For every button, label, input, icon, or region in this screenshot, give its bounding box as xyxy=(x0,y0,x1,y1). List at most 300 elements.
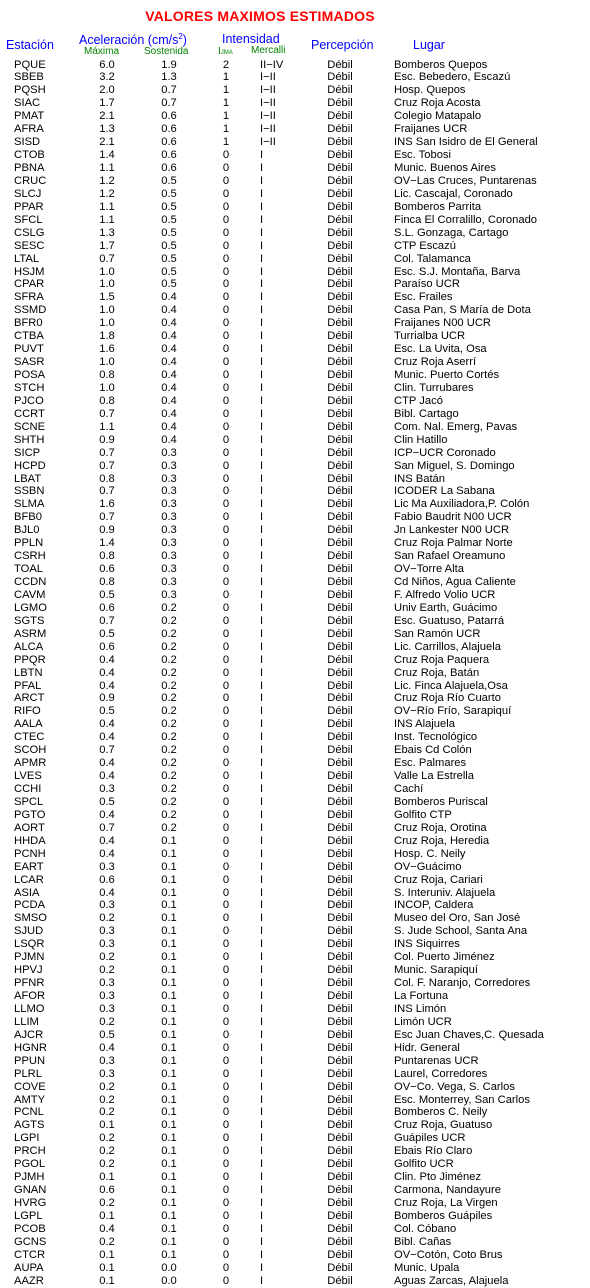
station-code: STCH xyxy=(14,381,45,394)
accel-sustained: 0.2 xyxy=(161,744,177,757)
accel-max: 0.7 xyxy=(99,511,115,524)
station-code: PPQR xyxy=(14,653,46,666)
location: Finca El Corralillo, Coronado xyxy=(394,213,538,226)
accel-max: 0.4 xyxy=(99,770,115,783)
intensity-jma: 0 xyxy=(222,873,230,886)
location: Munic. Sarapiquí xyxy=(394,964,478,977)
station-code: HSJM xyxy=(14,265,45,278)
intensity-mercalli: I−II xyxy=(260,71,276,84)
intensity-mercalli: I xyxy=(260,1093,264,1106)
report-title: VALORES MAXIMOS ESTIMADOS xyxy=(145,8,375,24)
station-code: LLMO xyxy=(14,1002,45,1015)
accel-sustained: 0.1 xyxy=(161,1235,177,1248)
accel-sustained: 0.1 xyxy=(161,886,177,899)
accel-sustained: 0.5 xyxy=(161,226,177,239)
intensity-mercalli: I xyxy=(260,433,264,446)
table-row xyxy=(0,317,590,330)
intensity-jma: 0 xyxy=(222,834,230,847)
location: F. Alfredo Volio UCR xyxy=(394,588,496,601)
station-code: SESC xyxy=(14,239,45,252)
station-code: PJMH xyxy=(14,1171,45,1184)
intensity-mercalli: I xyxy=(260,718,264,731)
table-row xyxy=(0,304,590,317)
perception: Débil xyxy=(327,420,353,433)
intensity-mercalli: I xyxy=(260,925,264,938)
intensity-mercalli: I xyxy=(260,343,264,356)
accel-sustained: 0.1 xyxy=(161,1041,177,1054)
intensity-mercalli: I−II xyxy=(260,123,276,136)
intensity-jma: 0 xyxy=(222,938,230,951)
table-row xyxy=(0,641,590,654)
station-code: PQSH xyxy=(14,84,46,97)
perception: Débil xyxy=(327,1002,353,1015)
intensity-mercalli: I xyxy=(260,174,264,187)
accel-max: 1.0 xyxy=(99,356,115,369)
station-code: PJCO xyxy=(14,394,44,407)
table-row xyxy=(0,757,590,770)
intensity-jma: 0 xyxy=(222,239,230,252)
intensity-mercalli: I xyxy=(260,601,264,614)
accel-sustained: 0.1 xyxy=(161,899,177,912)
intensity-mercalli: I xyxy=(260,834,264,847)
intensity-jma: 0 xyxy=(222,1261,230,1274)
accel-sustained: 0.1 xyxy=(161,1080,177,1093)
station-code: SJUD xyxy=(14,925,44,938)
table-row xyxy=(0,382,590,395)
accel-sustained: 0.1 xyxy=(161,1093,177,1106)
table-row xyxy=(0,1055,590,1068)
intensity-mercalli: I xyxy=(260,576,264,588)
accel-sustained: 0.5 xyxy=(161,213,177,226)
accel-max: 3.2 xyxy=(99,71,115,84)
table-row xyxy=(0,1262,590,1275)
station-code: AAZR xyxy=(14,1274,44,1287)
accel-max: 1.5 xyxy=(99,291,115,304)
location: INS Limón xyxy=(394,1002,447,1015)
location: Cruz Roja, Guatuso xyxy=(394,1119,493,1132)
perception: Débil xyxy=(327,162,353,174)
table-row xyxy=(0,278,590,291)
perception: Débil xyxy=(327,964,353,977)
accel-max: 0.9 xyxy=(99,433,115,446)
header-percepcion: Percepción xyxy=(311,38,374,52)
perception: Débil xyxy=(327,472,353,485)
location: La Fortuna xyxy=(394,990,449,1002)
accel-max: 0.5 xyxy=(99,627,115,640)
table-row xyxy=(0,188,590,201)
table-row xyxy=(0,1042,590,1055)
accel-sustained: 0.1 xyxy=(161,1002,177,1015)
location: Laurel, Corredores xyxy=(394,1067,488,1080)
location: San Miguel, S. Domingo xyxy=(394,459,515,472)
table-row xyxy=(0,744,590,757)
station-code: PGOL xyxy=(14,1158,46,1171)
accel-max: 1.4 xyxy=(99,149,115,162)
station-code: CSLG xyxy=(14,226,45,239)
intensity-jma: 0 xyxy=(222,601,230,614)
intensity-mercalli: I xyxy=(260,472,264,485)
station-code: PCDA xyxy=(14,899,46,912)
location: Cruz Roja, Orotina xyxy=(394,821,487,834)
location: San Rafael Oreamuno xyxy=(394,550,506,563)
perception: Débil xyxy=(327,808,353,821)
accel-sustained: 0.1 xyxy=(161,951,177,964)
table-row xyxy=(0,343,590,356)
accel-sustained: 0.4 xyxy=(161,317,177,330)
intensity-mercalli: I xyxy=(260,886,264,899)
accel-max: 0.4 xyxy=(99,1222,115,1235)
location: Bibl. Cartago xyxy=(394,407,459,420)
table-row xyxy=(0,1119,590,1132)
perception: Débil xyxy=(327,770,353,783)
accel-max: 2.1 xyxy=(99,110,115,123)
intensity-mercalli: I xyxy=(260,1261,264,1274)
accel-max: 0.3 xyxy=(99,1054,115,1067)
accel-max: 0.6 xyxy=(99,1184,115,1197)
intensity-jma: 0 xyxy=(222,964,230,977)
accel-sustained: 0.1 xyxy=(161,1015,177,1028)
location: Lic. Finca Alajuela,Osa xyxy=(394,679,508,692)
intensity-mercalli: I xyxy=(260,407,264,420)
station-code: LGPL xyxy=(14,1209,43,1222)
location: Esc. La Uvita, Osa xyxy=(394,343,487,356)
perception: Débil xyxy=(327,744,353,757)
perception: Débil xyxy=(327,576,353,588)
accel-max: 2.0 xyxy=(99,84,115,97)
station-code: LSQR xyxy=(14,938,45,951)
intensity-mercalli: I xyxy=(260,420,264,433)
subheader-ijma xyxy=(218,46,233,57)
intensity-jma: 0 xyxy=(222,757,230,770)
accel-sustained: 0.1 xyxy=(161,977,177,990)
location: Bibl. Cañas xyxy=(394,1235,452,1248)
intensity-jma: 0 xyxy=(222,783,230,795)
station-code: CTEC xyxy=(14,731,45,744)
table-row xyxy=(0,511,590,524)
location: Univ Earth, Guácimo xyxy=(394,601,498,614)
perception: Débil xyxy=(327,187,353,200)
accel-max: 0.3 xyxy=(99,1067,115,1080)
table-row xyxy=(0,473,590,486)
station-code: HCPD xyxy=(14,459,46,472)
table-row xyxy=(0,796,590,809)
intensity-mercalli: I xyxy=(260,200,264,213)
accel-sustained: 0.5 xyxy=(161,200,177,213)
accel-max: 0.2 xyxy=(99,951,115,964)
perception: Débil xyxy=(327,1067,353,1080)
station-code: AGTS xyxy=(14,1119,45,1132)
table-row xyxy=(0,1003,590,1016)
station-code: SPCL xyxy=(14,795,44,808)
accel-sustained: 0.1 xyxy=(161,1067,177,1080)
station-code: ASRM xyxy=(14,627,47,640)
accel-max: 0.4 xyxy=(99,666,115,679)
table-row xyxy=(0,356,590,369)
perception: Débil xyxy=(327,149,353,162)
perception: Débil xyxy=(327,731,353,744)
station-code: LGMO xyxy=(14,601,47,614)
location: Ebais Cd Colón xyxy=(394,744,472,757)
intensity-mercalli: I xyxy=(260,1248,264,1261)
table-row xyxy=(0,71,590,84)
perception: Débil xyxy=(327,653,353,666)
accel-sustained: 0.1 xyxy=(161,1222,177,1235)
accel-sustained: 0.2 xyxy=(161,640,177,653)
perception: Débil xyxy=(327,123,353,136)
table-row xyxy=(0,1158,590,1171)
perception: Débil xyxy=(327,58,353,71)
intensity-jma: 0 xyxy=(222,614,230,627)
table-row xyxy=(0,576,590,589)
intensity-mercalli: I xyxy=(260,1274,264,1287)
accel-sustained: 0.1 xyxy=(161,1248,177,1261)
station-code: BFB0 xyxy=(14,511,42,524)
accel-sustained: 0.7 xyxy=(161,97,177,110)
station-code: BJL0 xyxy=(14,524,40,537)
location: ICP−UCR Coronado xyxy=(394,446,496,459)
station-code: PCNL xyxy=(14,1106,44,1119)
perception: Débil xyxy=(327,692,353,705)
accel-max: 0.4 xyxy=(99,653,115,666)
intensity-mercalli: I xyxy=(260,187,264,200)
accel-max: 0.4 xyxy=(99,808,115,821)
accel-sustained: 1.9 xyxy=(161,58,177,71)
intensity-jma: 0 xyxy=(222,537,230,550)
location: Bomberos C. Neily xyxy=(394,1106,488,1119)
intensity-jma: 0 xyxy=(222,369,230,381)
table-row xyxy=(0,1132,590,1145)
station-code: SCOH xyxy=(14,744,47,757)
accel-sustained: 0.2 xyxy=(161,731,177,744)
intensity-mercalli: I xyxy=(260,1145,264,1158)
station-code: LBAT xyxy=(14,472,42,485)
station-code: AFRA xyxy=(14,123,44,136)
accel-max: 0.8 xyxy=(99,369,115,381)
table-row xyxy=(0,97,590,110)
location: Col. Puerto Jiménez xyxy=(394,951,495,964)
table-row xyxy=(0,589,590,602)
intensity-jma: 1 xyxy=(222,71,230,84)
intensity-mercalli: I xyxy=(260,162,264,174)
table-row xyxy=(0,912,590,925)
accel-max: 0.3 xyxy=(99,977,115,990)
accel-max: 0.2 xyxy=(99,1093,115,1106)
perception: Débil xyxy=(327,834,353,847)
intensity-jma: 0 xyxy=(222,1197,230,1209)
location: OV−Cotón, Coto Brus xyxy=(394,1248,503,1261)
station-code: LLIM xyxy=(14,1015,39,1028)
intensity-jma: 0 xyxy=(222,407,230,420)
intensity-mercalli: I xyxy=(260,1132,264,1145)
accel-max: 0.5 xyxy=(99,705,115,718)
accel-max: 1.0 xyxy=(99,278,115,291)
intensity-mercalli: I xyxy=(260,317,264,330)
perception: Débil xyxy=(327,1235,353,1248)
location: Cruz Roja Palmar Norte xyxy=(394,537,513,550)
intensity-jma: 0 xyxy=(222,485,230,498)
intensity-mercalli: I xyxy=(260,459,264,472)
intensity-mercalli: I xyxy=(260,1158,264,1171)
perception: Débil xyxy=(327,1197,353,1209)
location: Cruz Roja Río Cuarto xyxy=(394,692,501,705)
accel-sustained: 0.1 xyxy=(161,834,177,847)
perception: Débil xyxy=(327,381,353,394)
accel-sustained: 0.3 xyxy=(161,459,177,472)
perception: Débil xyxy=(327,265,353,278)
accel-sustained: 0.5 xyxy=(161,239,177,252)
location: INS Alajuela xyxy=(394,718,455,731)
station-code: SASR xyxy=(14,356,45,369)
accel-sustained: 1.3 xyxy=(161,71,177,84)
perception: Débil xyxy=(327,899,353,912)
intensity-jma: 0 xyxy=(222,770,230,783)
intensity-jma: 0 xyxy=(222,1209,230,1222)
accel-max: 0.3 xyxy=(99,860,115,873)
intensity-mercalli: I xyxy=(260,666,264,679)
accel-sustained: 0.1 xyxy=(161,912,177,925)
subheader-sostenida: Sostenida xyxy=(144,46,189,57)
perception: Débil xyxy=(327,1158,353,1171)
intensity-mercalli: I xyxy=(260,356,264,369)
intensity-jma: 0 xyxy=(222,886,230,899)
location: Cruz Roja, La Virgen xyxy=(394,1197,498,1209)
perception: Débil xyxy=(327,524,353,537)
header-aceleracion-close: ) xyxy=(182,33,187,48)
perception: Débil xyxy=(327,614,353,627)
intensity-jma: 0 xyxy=(222,1106,230,1119)
station-code: SGTS xyxy=(14,614,45,627)
perception: Débil xyxy=(327,783,353,795)
intensity-mercalli: I xyxy=(260,588,264,601)
perception: Débil xyxy=(327,1106,353,1119)
accel-max: 0.1 xyxy=(99,1209,115,1222)
accel-max: 0.4 xyxy=(99,679,115,692)
perception: Débil xyxy=(327,1119,353,1132)
accel-max: 1.6 xyxy=(99,498,115,511)
location: Esc. Guatuso, Patarrá xyxy=(394,614,505,627)
accel-max: 0.4 xyxy=(99,847,115,860)
table-row xyxy=(0,770,590,783)
station-code: HVRG xyxy=(14,1197,47,1209)
location: Bomberos Guápiles xyxy=(394,1209,493,1222)
header-lugar: Lugar xyxy=(413,38,445,52)
perception: Débil xyxy=(327,433,353,446)
accel-sustained: 0.1 xyxy=(161,964,177,977)
station-code: CTCR xyxy=(14,1248,46,1261)
perception: Débil xyxy=(327,1028,353,1041)
station-code: CCHI xyxy=(14,783,42,795)
intensity-mercalli: I xyxy=(260,821,264,834)
table-row xyxy=(0,835,590,848)
accel-sustained: 0.1 xyxy=(161,1054,177,1067)
intensity-jma: 0 xyxy=(222,899,230,912)
perception: Débil xyxy=(327,938,353,951)
accel-sustained: 0.3 xyxy=(161,537,177,550)
table-row xyxy=(0,201,590,214)
table-row xyxy=(0,136,590,149)
header-estacion: Estación xyxy=(6,38,54,52)
intensity-mercalli: I xyxy=(260,1106,264,1119)
intensity-jma: 0 xyxy=(222,1041,230,1054)
intensity-jma: 2 xyxy=(222,58,230,71)
accel-sustained: 0.1 xyxy=(161,1158,177,1171)
intensity-jma: 0 xyxy=(222,951,230,964)
intensity-jma: 0 xyxy=(222,459,230,472)
station-code: LVES xyxy=(14,770,42,783)
accel-max: 0.1 xyxy=(99,1119,115,1132)
accel-sustained: 0.2 xyxy=(161,795,177,808)
accel-sustained: 0.1 xyxy=(161,1132,177,1145)
intensity-jma: 0 xyxy=(222,252,230,265)
intensity-jma: 0 xyxy=(222,692,230,705)
accel-sustained: 0.6 xyxy=(161,136,177,149)
accel-max: 1.2 xyxy=(99,187,115,200)
intensity-jma: 0 xyxy=(222,847,230,860)
perception: Débil xyxy=(327,990,353,1002)
station-code: PPAR xyxy=(14,200,44,213)
accel-max: 0.3 xyxy=(99,1002,115,1015)
station-code: LBTN xyxy=(14,666,43,679)
location: INS San Isidro de El General xyxy=(394,136,538,149)
perception: Débil xyxy=(327,394,353,407)
location: Puntarenas UCR xyxy=(394,1054,479,1067)
station-code: POSA xyxy=(14,369,46,381)
perception: Débil xyxy=(327,226,353,239)
location: CTP Jacó xyxy=(394,394,443,407)
intensity-jma: 0 xyxy=(222,718,230,731)
accel-sustained: 0.2 xyxy=(161,627,177,640)
station-code: PMAT xyxy=(14,110,45,123)
intensity-jma: 0 xyxy=(222,1158,230,1171)
accel-sustained: 0.3 xyxy=(161,485,177,498)
table-row xyxy=(0,369,590,382)
table-row xyxy=(0,964,590,977)
accel-max: 0.8 xyxy=(99,576,115,588)
intensity-jma: 0 xyxy=(222,1054,230,1067)
intensity-mercalli: I xyxy=(260,563,264,576)
intensity-mercalli: I xyxy=(260,330,264,343)
location: Cruz Roja, Batán xyxy=(394,666,480,679)
intensity-mercalli: I xyxy=(260,446,264,459)
location: S. Jude School, Santa Ana xyxy=(394,925,528,938)
accel-max: 1.3 xyxy=(99,123,115,136)
perception: Débil xyxy=(327,679,353,692)
location: Inst. Tecnológico xyxy=(394,731,478,744)
accel-max: 0.4 xyxy=(99,1041,115,1054)
intensity-jma: 0 xyxy=(222,666,230,679)
table-row xyxy=(0,485,590,498)
intensity-mercalli: I xyxy=(260,899,264,912)
perception: Débil xyxy=(327,1093,353,1106)
table-row xyxy=(0,925,590,938)
accel-sustained: 0.3 xyxy=(161,563,177,576)
location: ICODER La Sabana xyxy=(394,485,495,498)
accel-sustained: 0.5 xyxy=(161,187,177,200)
station-code: PUVT xyxy=(14,343,44,356)
accel-max: 0.5 xyxy=(99,1028,115,1041)
station-code: CPAR xyxy=(14,278,45,291)
intensity-jma: 0 xyxy=(222,278,230,291)
station-code: CCDN xyxy=(14,576,47,588)
table-row xyxy=(0,330,590,343)
station-code: SLCJ xyxy=(14,187,42,200)
station-code: AJCR xyxy=(14,1028,44,1041)
perception: Débil xyxy=(327,369,353,381)
location: Cachí xyxy=(394,783,424,795)
accel-sustained: 0.1 xyxy=(161,1184,177,1197)
station-code: LCAR xyxy=(14,873,44,886)
station-code: CSRH xyxy=(14,550,46,563)
